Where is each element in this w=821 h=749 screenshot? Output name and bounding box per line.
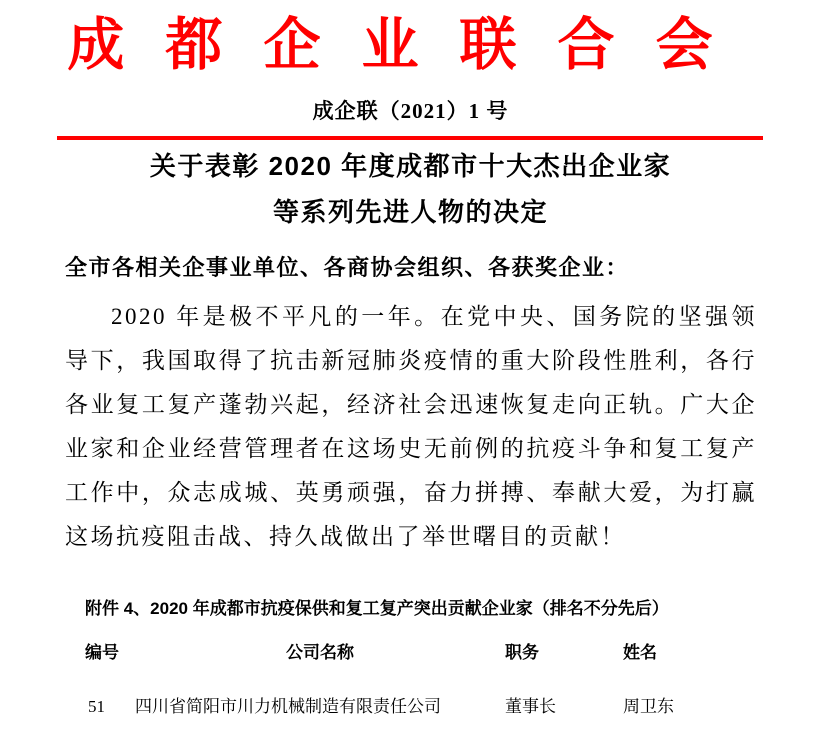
salutation: 全市各相关企事业单位、各商协会组织、各获奖企业： [65,255,630,281]
doc-title-line2: 等系列先进人物的决定 [272,197,548,228]
row-id: 51 [88,697,105,717]
table-header-company: 公司名称 [286,643,354,663]
doc-title-line1: 关于表彰 2020 年度成都市十大杰出企业家 [149,150,672,181]
row-position: 董事长 [505,697,556,717]
doc-number: 成企联（2021）1 号 [312,98,509,123]
table-header-name: 姓名 [623,643,657,663]
table-header-row [85,638,821,663]
row-company: 四川省简阳市川力机械制造有限责任公司 [135,697,441,717]
body-paragraph: 2020 年是极不平凡的一年。在党中央、国务院的坚强领导下，我国取得了抗击新冠肺炎疫情的重大阶段性胜利，各行各业复工复产蓬勃兴起，经济社会迅速恢复走向正轨。广大企业家和企业经营管理者在这场史无前例的抗疫斗争和复工复产工作中，众志成城、英勇顽强，奋力拼搏、奉献大爱，为打赢这场抗疫阻击战、持久战做出了举世曙目的贡献！ [65,303,757,549]
table-header-position: 职务 [505,643,539,663]
row-name: 周卫东 [623,697,674,717]
org-title: 成都企业联合会 [67,13,754,77]
table-header-id: 编号 [85,643,119,663]
attachment-table [85,638,821,717]
table-row [85,692,821,717]
attachment-heading: 附件 4、2020 年成都市抗疫保供和复工复产突出贡献企业家（排名不分先后） [85,598,669,618]
red-divider-line [57,136,763,140]
